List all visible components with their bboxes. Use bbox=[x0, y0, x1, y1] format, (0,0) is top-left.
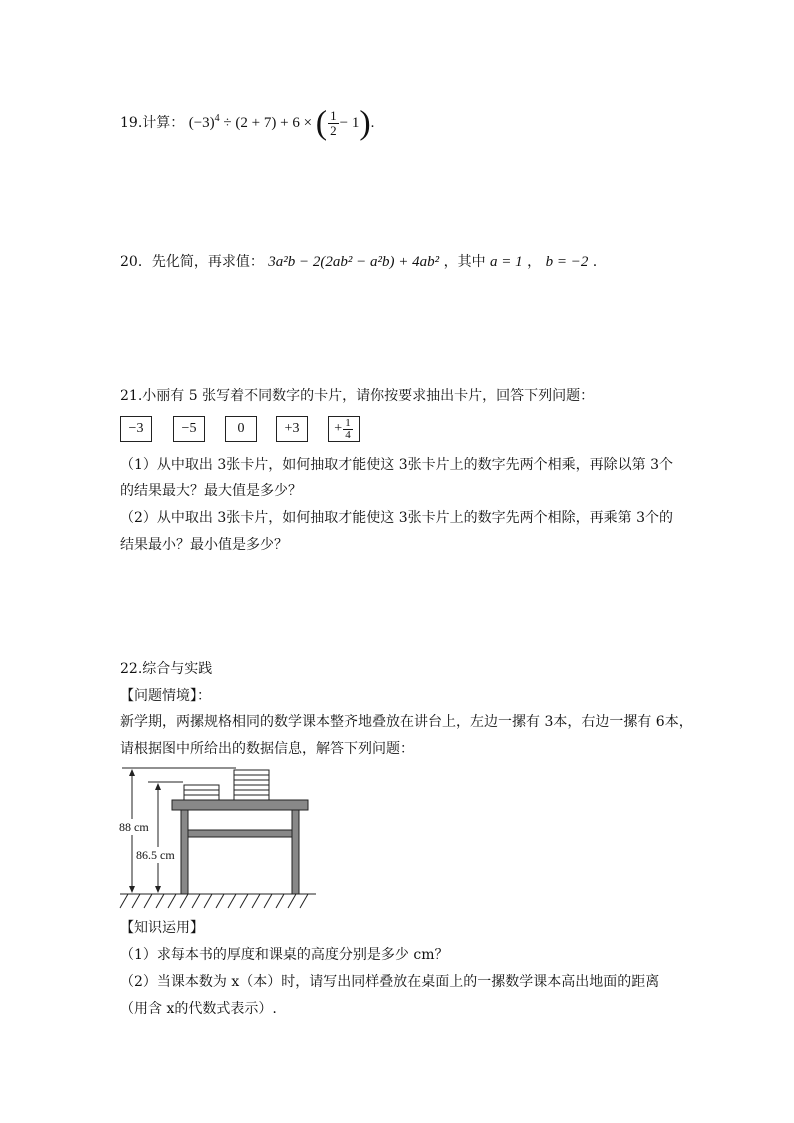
q19-term-a: (−3) bbox=[188, 115, 215, 131]
q19-frac-den: 2 bbox=[330, 123, 337, 139]
q22-situation-heading: 【问题情境】： bbox=[120, 688, 211, 704]
q22-k2-line2: （用含 x的代数式表示）. bbox=[120, 1001, 277, 1017]
card-3 bbox=[225, 416, 257, 442]
question-20 bbox=[120, 252, 597, 272]
q20-sep: ， bbox=[527, 254, 542, 270]
card-1 bbox=[120, 416, 152, 442]
q19-minus-one: − 1 bbox=[339, 115, 360, 131]
card-2-value: −5 bbox=[181, 421, 197, 436]
q20-where: ，其中 bbox=[443, 254, 486, 270]
q19-expression bbox=[188, 104, 375, 142]
card-4 bbox=[276, 416, 308, 442]
q20-period: . bbox=[592, 254, 598, 270]
label-865cm: 86.5 cm bbox=[136, 848, 175, 862]
q22-situation-line1: 新学期，两摞规格相同的数学课本整齐地叠放在讲台上，左边一摞有 3本，右边一摞有 6本， bbox=[120, 714, 693, 730]
card-5-fraction bbox=[343, 418, 353, 441]
q19-exponent: 4 bbox=[214, 113, 220, 124]
q21-part1-line2: 的结果最大？最大值是多少？ bbox=[120, 483, 302, 499]
left-book-stack bbox=[184, 785, 219, 800]
q22-k2-line1: （2）当课本数为 x（本）时，请写出同样叠放在桌面上的一摞数学课本高出地面的距离 bbox=[120, 974, 660, 990]
q19-fraction bbox=[328, 109, 339, 138]
card-5 bbox=[328, 416, 360, 442]
q21-intro: 21.小丽有 5 张写着不同数字的卡片，请你按要求抽出卡片，回答下列问题： bbox=[120, 388, 595, 404]
card-1-value: −3 bbox=[128, 421, 144, 436]
q19-left-paren: ( bbox=[315, 104, 328, 142]
q20-cond-b: b = −2 bbox=[545, 254, 589, 270]
q19-label: 19.计算： bbox=[120, 115, 185, 131]
q20-cond-a: a = 1 bbox=[490, 254, 523, 270]
card-2 bbox=[173, 416, 205, 442]
q19-term-b: ÷ (2 + 7) + 6 × bbox=[219, 115, 313, 131]
question-19 bbox=[120, 106, 374, 141]
card-4-value: +3 bbox=[284, 421, 300, 436]
desk-crossbar bbox=[188, 830, 292, 837]
ground bbox=[120, 894, 316, 908]
q20-label: 20．先化简，再求值： bbox=[120, 254, 264, 270]
q20-expression: 3a²b − 2(2ab² − a²b) + 4ab² bbox=[268, 254, 440, 270]
q22-title: 22.综合与实践 bbox=[120, 661, 213, 677]
q19-right-paren: ) bbox=[359, 104, 371, 142]
q19-period: . bbox=[370, 115, 375, 131]
card-5-den: 4 bbox=[345, 428, 351, 441]
q21-part1-line1: （1）从中取出 3张卡片，如何抽取才能使这 3张卡片上的数字先两个相乘，再除以第 3个 bbox=[120, 457, 673, 473]
desk-leg-right bbox=[292, 810, 299, 894]
desk-top bbox=[172, 800, 308, 810]
q22-situation-line2: 请根据图中所给出的数据信息，解答下列问题： bbox=[120, 741, 414, 757]
card-3-value: 0 bbox=[237, 421, 245, 436]
q22-knowledge-heading: 【知识运用】 bbox=[120, 920, 204, 936]
q21-part2-line1: （2）从中取出 3张卡片，如何抽取才能使这 3张卡片上的数字先两个相除，再乘第 3个的 bbox=[120, 510, 673, 526]
arrow-865cm bbox=[155, 783, 161, 893]
label-88cm: 88 cm bbox=[119, 820, 149, 834]
card-5-sign: + bbox=[334, 421, 343, 436]
q22-k1: （1）求每本书的厚度和课桌的高度分别是多少 cm？ bbox=[120, 947, 449, 963]
q21-part2-line2: 结果最小？最小值是多少？ bbox=[120, 537, 288, 553]
right-book-stack bbox=[234, 770, 269, 800]
q19-frac-num: 1 bbox=[330, 108, 337, 124]
card-5-num: 1 bbox=[345, 416, 351, 429]
desk-figure bbox=[118, 764, 318, 912]
desk-leg-left bbox=[181, 810, 188, 894]
